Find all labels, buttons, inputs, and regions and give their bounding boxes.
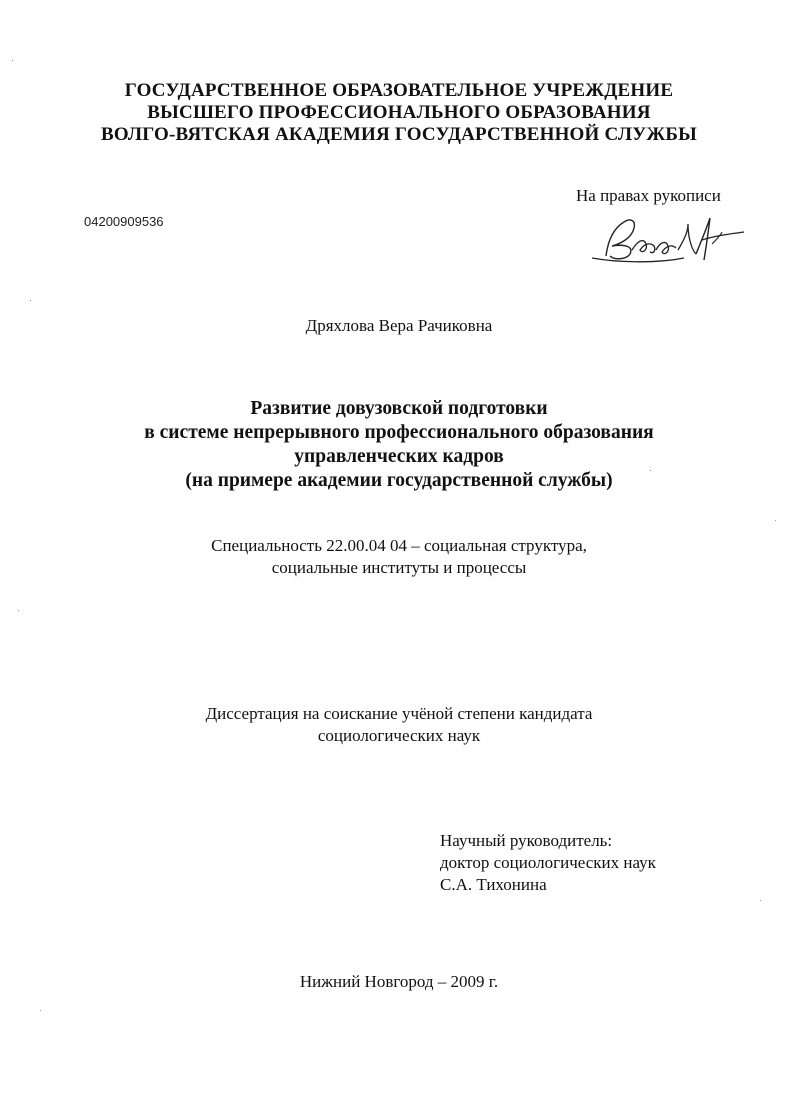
scan-speck (40, 1010, 41, 1011)
title-line-4: (на примере академии государственной службы) (185, 470, 613, 491)
title-line-2: в системе непрерывного профессионального образования (144, 422, 654, 443)
institution-line-3: ВОЛГО-ВЯТСКАЯ АКАДЕМИЯ ГОСУДАРСТВЕННОЙ СЛУЖБЫ (100, 124, 698, 145)
specialty-line-2: социальные институты и процессы (271, 558, 527, 577)
supervisor-name: С.А. Тихонина (440, 875, 547, 894)
dissertation-line-2: социологических наук (317, 726, 481, 745)
signature-image (584, 210, 754, 272)
scan-speck (30, 300, 31, 301)
scan-speck (12, 60, 13, 61)
institution-line-2: ВЫСШЕГО ПРОФЕССИОНАЛЬНОГО ОБРАЗОВАНИЯ (147, 102, 651, 123)
scan-speck (760, 900, 761, 901)
footer-city-year: Нижний Новгород – 2009 г. (299, 972, 499, 991)
specialty-line-1: Специальность 22.00.04 04 – социальная структура, (211, 536, 587, 555)
title-line-3: управленческих кадров (294, 446, 504, 467)
scan-speck (775, 520, 776, 521)
rights-label: На правах рукописи (576, 186, 721, 205)
supervisor-degree: доктор социологических наук (440, 853, 656, 872)
author-name: Дряхлова Вера Рачиковна (305, 316, 493, 335)
dissertation-line-1: Диссертация на соискание учёной степени кандидата (205, 704, 593, 723)
catalog-number: 04200909536 (84, 214, 164, 229)
scan-speck (650, 470, 651, 471)
scan-speck (18, 610, 19, 611)
title-line-1: Развитие довузовской подготовки (250, 398, 548, 419)
supervisor-label: Научный руководитель: (440, 831, 613, 850)
institution-line-1: ГОСУДАРСТВЕННОЕ ОБРАЗОВАТЕЛЬНОЕ УЧРЕЖДЕНИЕ (124, 80, 674, 101)
supervisor-block (440, 830, 656, 896)
